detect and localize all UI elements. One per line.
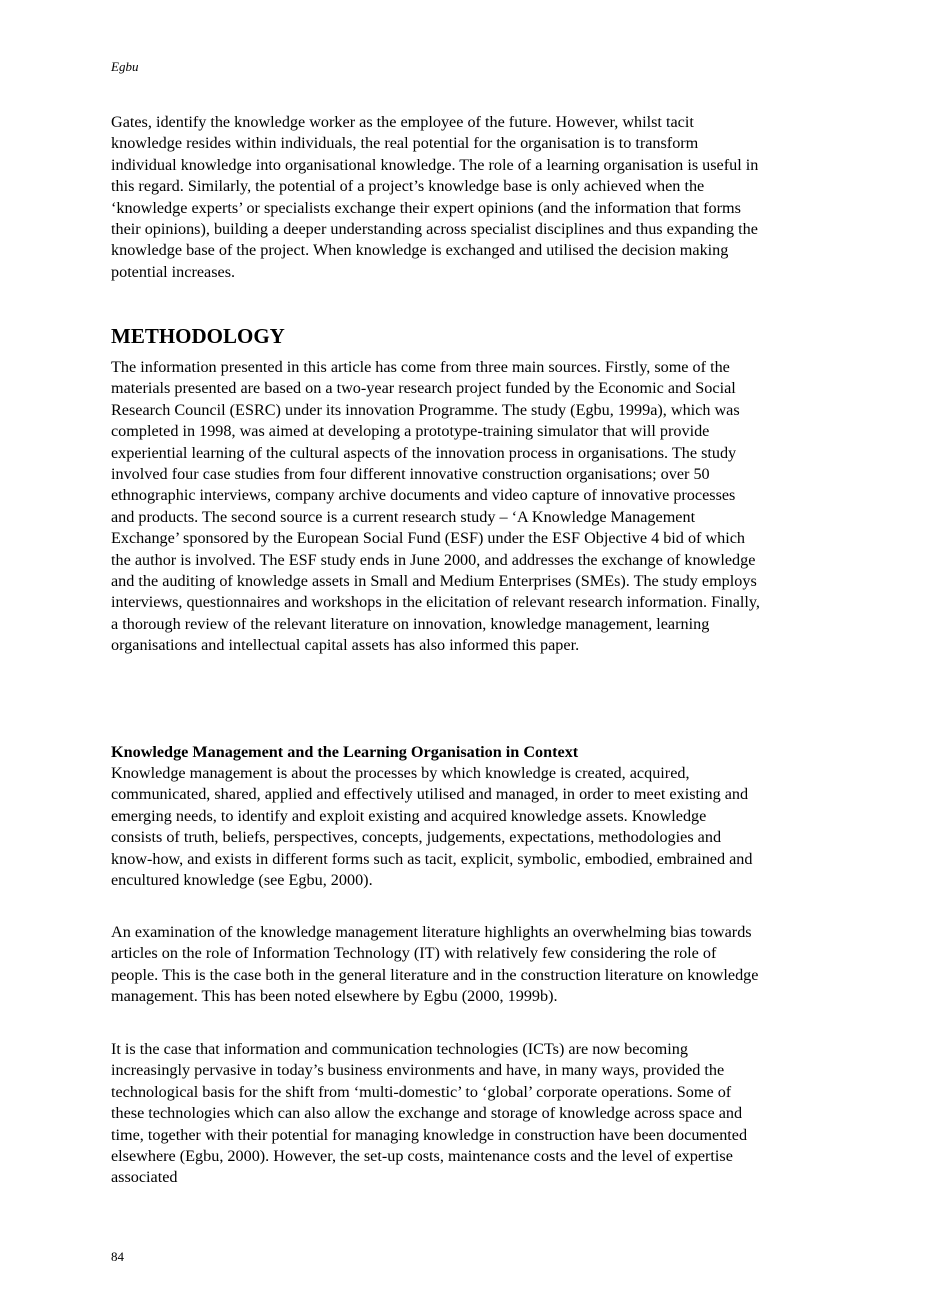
page-number: 84 <box>111 1249 124 1264</box>
section-heading-methodology: METHODOLOGY <box>111 324 285 348</box>
paragraph-methodology: The information presented in this article has come from three main sources. Firstly, some of the materials presented are based on a two-year research project funded by the Economic and Social Research Council (ESRC) under its innovation Programme. The study (Egbu, 1999a), which was completed in 1998, was aimed at developing a prototype-training simulator that will provide experiential learning of the cultural aspects of the innovation process in organisations. The study involved four case studies from four different innovative construction organisations; over 50 ethnographic interviews, company archive documents and video capture of innovative processes and products. The second source is a current research study – ‘A Knowledge Management Exchange’ sponsored by the European Social Fund (ESF) under the ESF Objective 4 bid of which the author is involved. The ESF study ends in June 2000, and addresses the exchange of knowledge and the auditing of knowledge assets in Small and Medium Enterprises (SMEs). The study employs interviews, questionnaires and workshops in the elicitation of relevant research information. Finally, a thorough review of the relevant literature on innovation, knowledge management, learning organisations and intellectual capital assets has also informed this paper. <box>111 358 760 655</box>
paragraph-km-definition: Knowledge management is about the processes by which knowledge is created, acquired, communicated, shared, applied and effectively utilised and managed, in order to meet existing and emerging needs, to identify and exploit existing and acquired knowledge assets. Knowledge consists of truth, beliefs, perspectives, concepts, judgements, expectations, methodologies and know-how, and exists in different forms such as tacit, explicit, symbolic, embodied, embrained and encultured knowledge (see Egbu, 2000). <box>111 764 753 890</box>
paragraph-intro-continued: Gates, identify the knowledge worker as the employee of the future. However, whilst tacit knowledge resides within individuals, the real potential for the organisation is to transform individual knowledge into organisational knowledge. The role of a learning organisation is useful in this regard. Similarly, the potential of a project’s knowledge base is only achieved when the ‘knowledge experts’ or specialists exchange their expert opinions (and the information that forms their opinions), building a deeper understanding across specialist disciplines and thus expanding the knowledge base of the project. When knowledge is exchanged and utilised the decision making potential increases. <box>111 113 759 281</box>
paragraph-literature-bias: An examination of the knowledge management literature highlights an overwhelming bias towards articles on the role of Information Technology (IT) with relatively few considering the role of people. This is the case both in the general literature and in the construction literature on knowledge management. This has been noted elsewhere by Egbu (2000, 1999b). <box>111 923 759 1006</box>
running-head: Egbu <box>111 59 139 74</box>
paragraph-ict: It is the case that information and communication technologies (ICTs) are now becoming increasingly pervasive in today’s business environments and have, in many ways, provided the technological basis for the shift from ‘multi-domestic’ to ‘global’ corporate operations. Some of these technologies which can also allow the exchange and storage of knowledge across space and time, together with their potential for managing knowledge in construction have been documented elsewhere (Egbu, 2000). However, the set-up costs, maintenance costs and the level of expertise associated <box>111 1040 748 1187</box>
subheading-km-context: Knowledge Management and the Learning Organisation in Context <box>111 743 579 761</box>
